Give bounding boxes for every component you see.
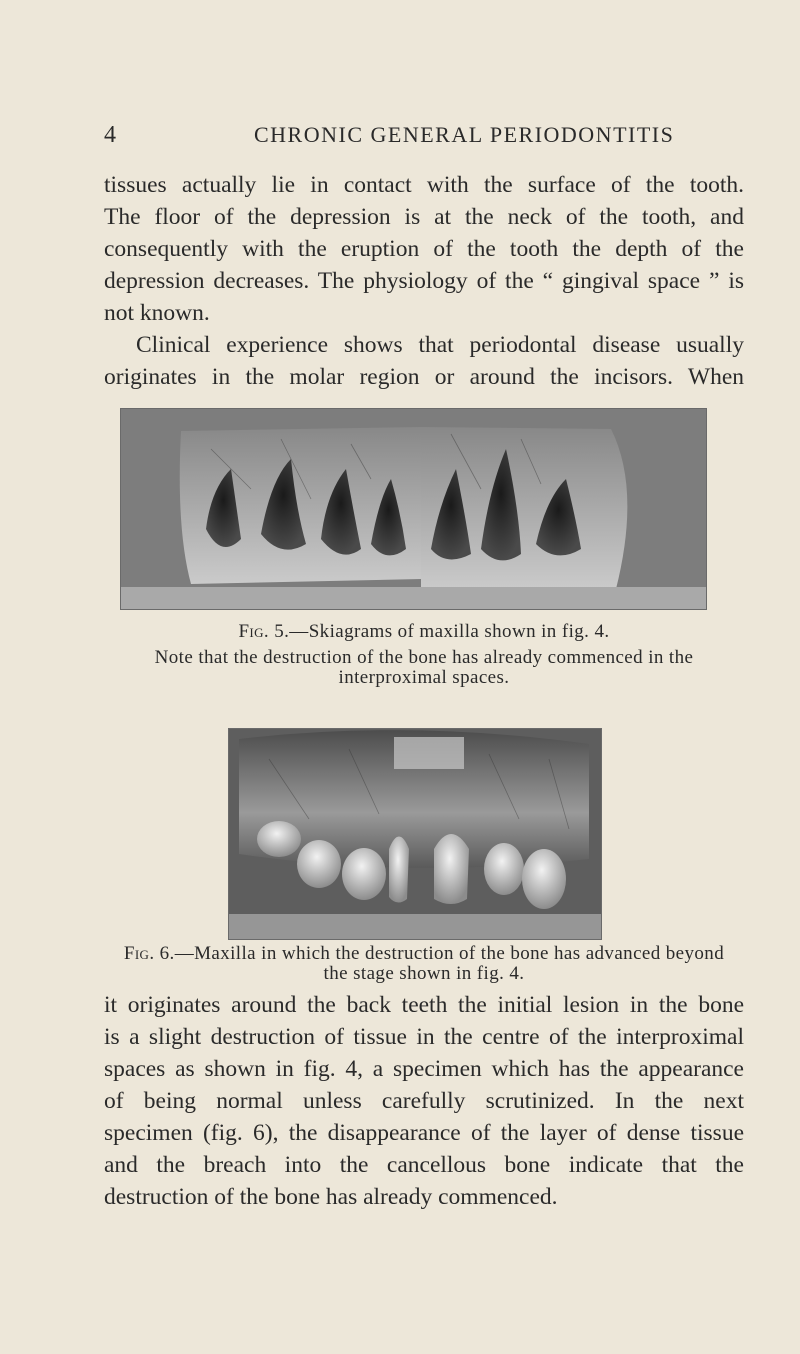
paragraph-line: specimen (fig. 6), the disappearance of the layer of dense tissue xyxy=(104,1120,744,1146)
figure-6-line-1: —Maxilla in which the destruction of the bone has advanced beyond xyxy=(174,943,725,964)
paragraph-1 xyxy=(104,170,744,394)
running-title: CHRONIC GENERAL PERIODONTITIS xyxy=(254,122,675,147)
paragraph-line: is a slight destruction of tissue in the centre of the interproximal xyxy=(104,1024,744,1050)
figure-6-caption-line-1 xyxy=(104,944,744,964)
maxilla-image xyxy=(229,729,601,939)
paragraph-line: The floor of the depression is at the neck of the tooth, and xyxy=(104,204,744,230)
paragraph-line: consequently with the eruption of the tooth the depth of the xyxy=(104,236,744,262)
figure-6-caption xyxy=(104,944,744,984)
running-head xyxy=(104,122,744,162)
figure-5-title: —Skiagrams of maxilla shown in fig. 4. xyxy=(289,621,610,642)
paragraph-line: it originates around the back teeth the initial lesion in the bone xyxy=(104,992,744,1018)
figure-5-label: Fig. 5. xyxy=(238,621,290,642)
paragraph-2 xyxy=(104,990,744,1214)
paragraph-line: tissues actually lie in contact with the surface of the tooth. xyxy=(104,172,744,198)
paragraph-line: originates in the molar region or around the incisors. When xyxy=(104,364,744,390)
figure-5-note-line-2: interproximal spaces. xyxy=(338,667,510,688)
paragraph-line: depression decreases. The physiology of the “ gingival space ” is xyxy=(104,268,744,294)
paragraph-line: not known. xyxy=(104,300,210,326)
figure-5-caption-title-line xyxy=(104,622,744,642)
paragraph-line: destruction of the bone has already commenced. xyxy=(104,1184,558,1210)
page-number: 4 xyxy=(104,122,118,148)
paragraph-line: of being normal unless carefully scrutinized. In the next xyxy=(104,1088,744,1114)
figure-5-caption xyxy=(104,622,744,688)
figure-6-caption-line-2: the stage shown in fig. 4. xyxy=(323,963,525,984)
figure-5-skiagram xyxy=(120,408,707,610)
figure-5-note-line-1: Note that the destruction of the bone has already commenced in the xyxy=(154,647,694,668)
paragraph-line: Clinical experience shows that periodontal disease usually xyxy=(136,332,744,358)
figure-6-maxilla-photo xyxy=(228,728,602,940)
paragraph-line: and the breach into the cancellous bone indicate that the xyxy=(104,1152,744,1178)
skiagram-image xyxy=(121,409,706,609)
figure-6-label: Fig. 6. xyxy=(123,943,175,964)
paragraph-line: spaces as shown in fig. 4, a specimen which has the appearance xyxy=(104,1056,744,1082)
